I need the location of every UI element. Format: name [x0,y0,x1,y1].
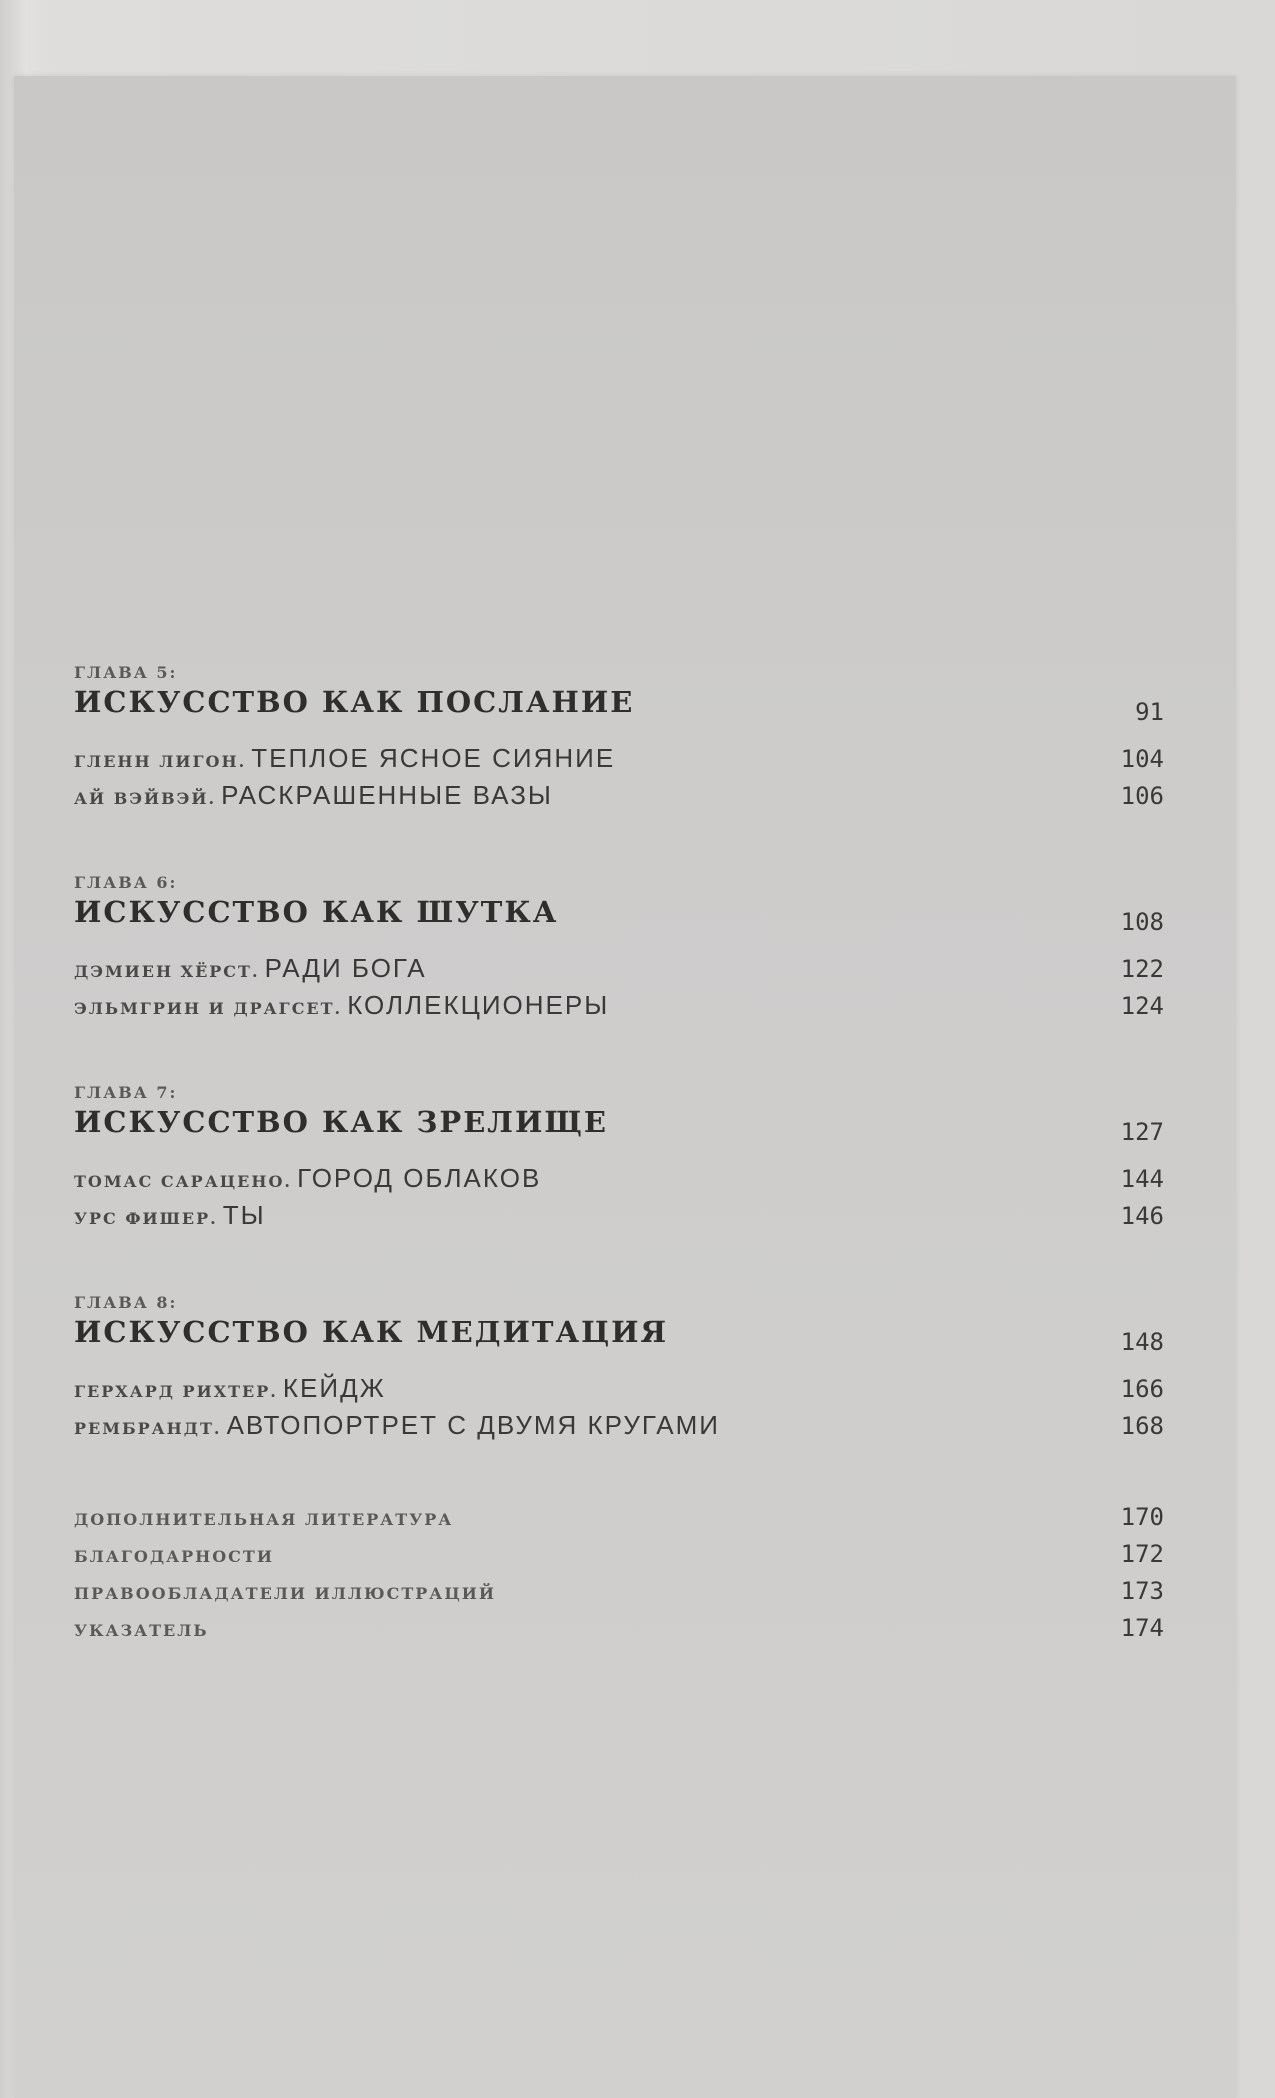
chapter-page-number: 108 [1120,908,1164,936]
toc-entry [74,780,1164,817]
back-matter-page-number: 170 [1120,1503,1164,1531]
entry-text [74,990,609,1021]
back-matter-label: ДОПОЛНИТЕЛЬНАЯ ЛИТЕРАТУРА [74,1510,454,1529]
table-of-contents [74,663,1164,1651]
entry-title: АВТОПОРТРЕТ С ДВУМЯ КРУГАМИ [226,1410,720,1440]
entry-text [74,953,427,984]
chapter-6 [74,873,1164,1027]
entry-author: РЕМБРАНДТ. [74,1419,222,1438]
entry-title: РАДИ БОГА [264,953,427,983]
chapter-title: ИСКУССТВО КАК ШУТКА [74,895,559,929]
chapter-page-number: 91 [1135,698,1164,726]
back-matter-entry [74,1614,1164,1651]
entry-author: УРС ФИШЕР. [74,1209,218,1228]
chapter-heading-row [74,1315,1164,1357]
entry-page-number: 124 [1120,992,1164,1020]
chapter-title: ИСКУССТВО КАК ПОСЛАНИЕ [74,685,635,719]
entry-author: ГЕРХАРД РИХТЕР. [74,1382,278,1401]
toc-entry [74,1200,1164,1237]
chapter-entries [74,1163,1164,1237]
entry-author: ЭЛЬМГРИН И ДРАГСЕТ. [74,999,343,1018]
back-matter-entry [74,1503,1164,1540]
chapter-label: ГЛАВА 5: [74,663,178,682]
back-matter-entry [74,1540,1164,1577]
chapter-heading-row [74,685,1164,727]
back-matter-label: УКАЗАТЕЛЬ [74,1621,209,1640]
entry-title: КОЛЛЕКЦИОНЕРЫ [347,990,610,1020]
chapter-page-number: 127 [1120,1118,1164,1146]
entry-page-number: 144 [1120,1165,1164,1193]
chapter-heading-row [74,1105,1164,1147]
entry-title: РАСКРАШЕННЫЕ ВАЗЫ [221,780,553,810]
entry-page-number: 104 [1120,745,1164,773]
toc-entry [74,743,1164,780]
toc-entry [74,1163,1164,1200]
toc-entry [74,1410,1164,1447]
back-matter-label: БЛАГОДАРНОСТИ [74,1547,274,1566]
entry-text [74,1373,386,1404]
back-matter-label: ПРАВООБЛАДАТЕЛИ ИЛЛЮСТРАЦИЙ [74,1584,497,1603]
entry-page-number: 166 [1120,1375,1164,1403]
chapter-entries [74,1373,1164,1447]
back-matter-page-number: 174 [1120,1614,1164,1642]
chapter-label: ГЛАВА 6: [74,873,178,892]
chapter-entries [74,953,1164,1027]
chapter-entries [74,743,1164,817]
entry-title: ТЫ [222,1200,266,1230]
chapter-label: ГЛАВА 7: [74,1083,178,1102]
entry-page-number: 106 [1120,782,1164,810]
entry-text [74,1410,720,1441]
back-matter-page-number: 172 [1120,1540,1164,1568]
entry-author: ТОМАС САРАЦЕНО. [74,1172,292,1191]
entry-page-number: 168 [1120,1412,1164,1440]
entry-title: ТЕПЛОЕ ЯСНОЕ СИЯНИЕ [251,743,616,773]
entry-title: ГОРОД ОБЛАКОВ [297,1163,542,1193]
chapter-8 [74,1293,1164,1447]
entry-page-number: 122 [1120,955,1164,983]
toc-entry [74,953,1164,990]
chapter-7 [74,1083,1164,1237]
chapter-5 [74,663,1164,817]
chapter-label: ГЛАВА 8: [74,1293,178,1312]
back-matter-page-number: 173 [1120,1577,1164,1605]
entry-author: ГЛЕНН ЛИГОН. [74,752,247,771]
entry-author: ДЭМИЕН ХЁРСТ. [74,962,260,981]
entry-text [74,780,553,811]
entry-text [74,1163,541,1194]
entry-author: АЙ ВЭЙВЭЙ. [74,789,217,808]
toc-entry [74,1373,1164,1410]
entry-text [74,743,615,774]
chapter-heading-row [74,895,1164,937]
entry-title: КЕЙДЖ [282,1373,386,1403]
back-matter-entry [74,1577,1164,1614]
entry-page-number: 146 [1120,1202,1164,1230]
chapter-title: ИСКУССТВО КАК ЗРЕЛИЩЕ [74,1105,608,1139]
entry-text [74,1200,266,1231]
back-matter [74,1503,1164,1651]
chapter-title: ИСКУССТВО КАК МЕДИТАЦИЯ [74,1315,669,1349]
chapter-page-number: 148 [1120,1328,1164,1356]
toc-entry [74,990,1164,1027]
